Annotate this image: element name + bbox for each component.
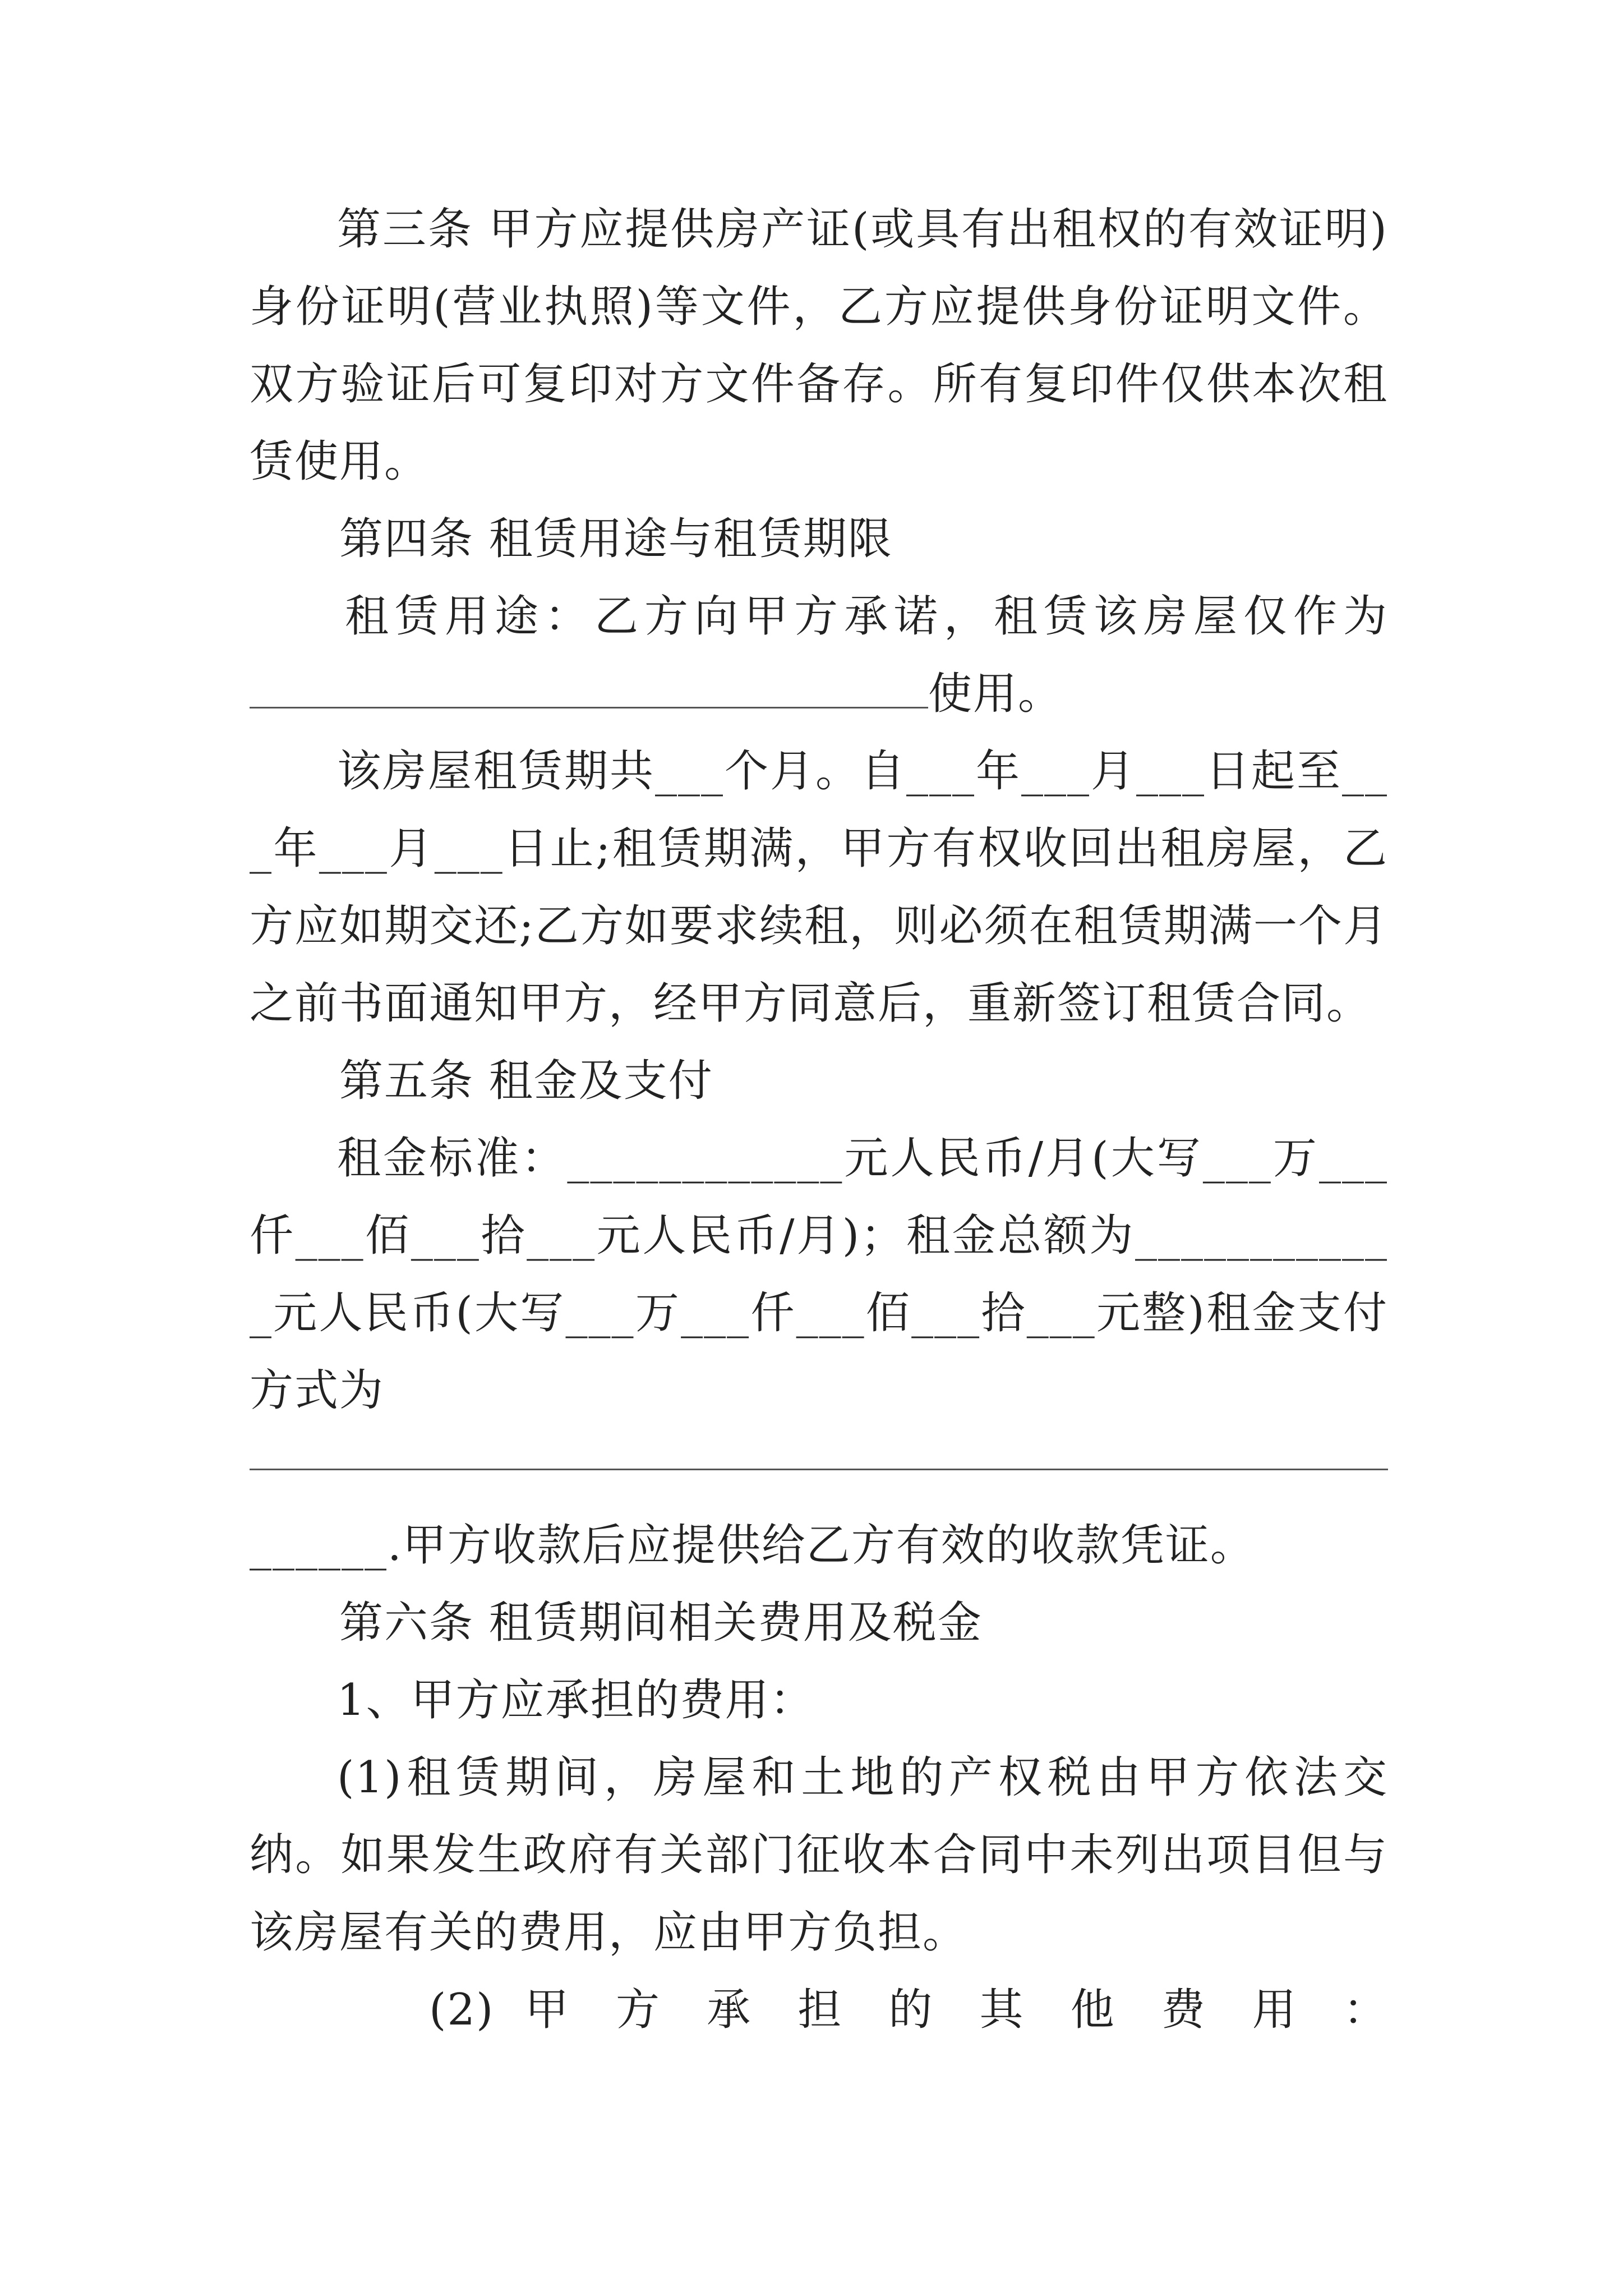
article-6-item-1-1: (1)租赁期间，房屋和土地的产权税由甲方依法交纳。如果发生政府有关部门征收本合同中未列出项目但与该房屋有关的费用，应由甲方负担。 <box>250 1752 1388 1958</box>
article-5-heading: 第五条 租金及支付 <box>339 1056 713 1106</box>
usage-tail: 使用。 <box>928 669 1063 719</box>
article-3-paragraph: 第三条 甲方应提供房产证(或具有出租权的有效证明)身份证明(营业执照)等文件，乙方应提供身份证明文件。双方验证后可复印对方文件备存。所有复印件仅供本次租赁使用。 <box>250 204 1388 487</box>
article-4-usage-line1: 租赁用途：乙方向甲方承诺，租赁该房屋仅作为 <box>345 591 1388 642</box>
payment-method-blank-line <box>250 1429 1388 1507</box>
article-6-item-1: 1、甲方应承担的费用： <box>337 1675 815 1726</box>
payment-method-rule <box>250 1469 1388 1470</box>
article-6-heading: 第六条 租赁期间相关费用及税金 <box>339 1598 983 1648</box>
usage-blank <box>250 673 928 708</box>
article-4-usage-line2 <box>250 655 1388 733</box>
article-6-item-1-2: (2) 甲 方 承 担 的 其 他 费 用 ： <box>429 1985 1388 2035</box>
article-5-rent-paragraph: 租金标准：____________元人民币/月(大写___万___仟___佰___拾___元人民币/月)；租金总额为____________元人民币(大写___万___仟___佰___拾___元整)租金支付方式为 <box>250 1133 1388 1416</box>
article-4-heading: 第四条 租赁用途与租赁期限 <box>339 514 893 564</box>
document-page <box>250 191 1388 2049</box>
article-5-receipt-paragraph: ______.甲方收款后应提供给乙方有效的收款凭证。 <box>250 1520 1255 1571</box>
article-4-period-paragraph: 该房屋租赁期共___个月。自___年___月___日起至___年___月___日止;租赁期满，甲方有权收回出租房屋，乙方应如期交还;乙方如要求续租，则必须在租赁期满一个月之前书面通知甲方，经甲方同意后，重新签订租赁合同。 <box>250 746 1388 1029</box>
